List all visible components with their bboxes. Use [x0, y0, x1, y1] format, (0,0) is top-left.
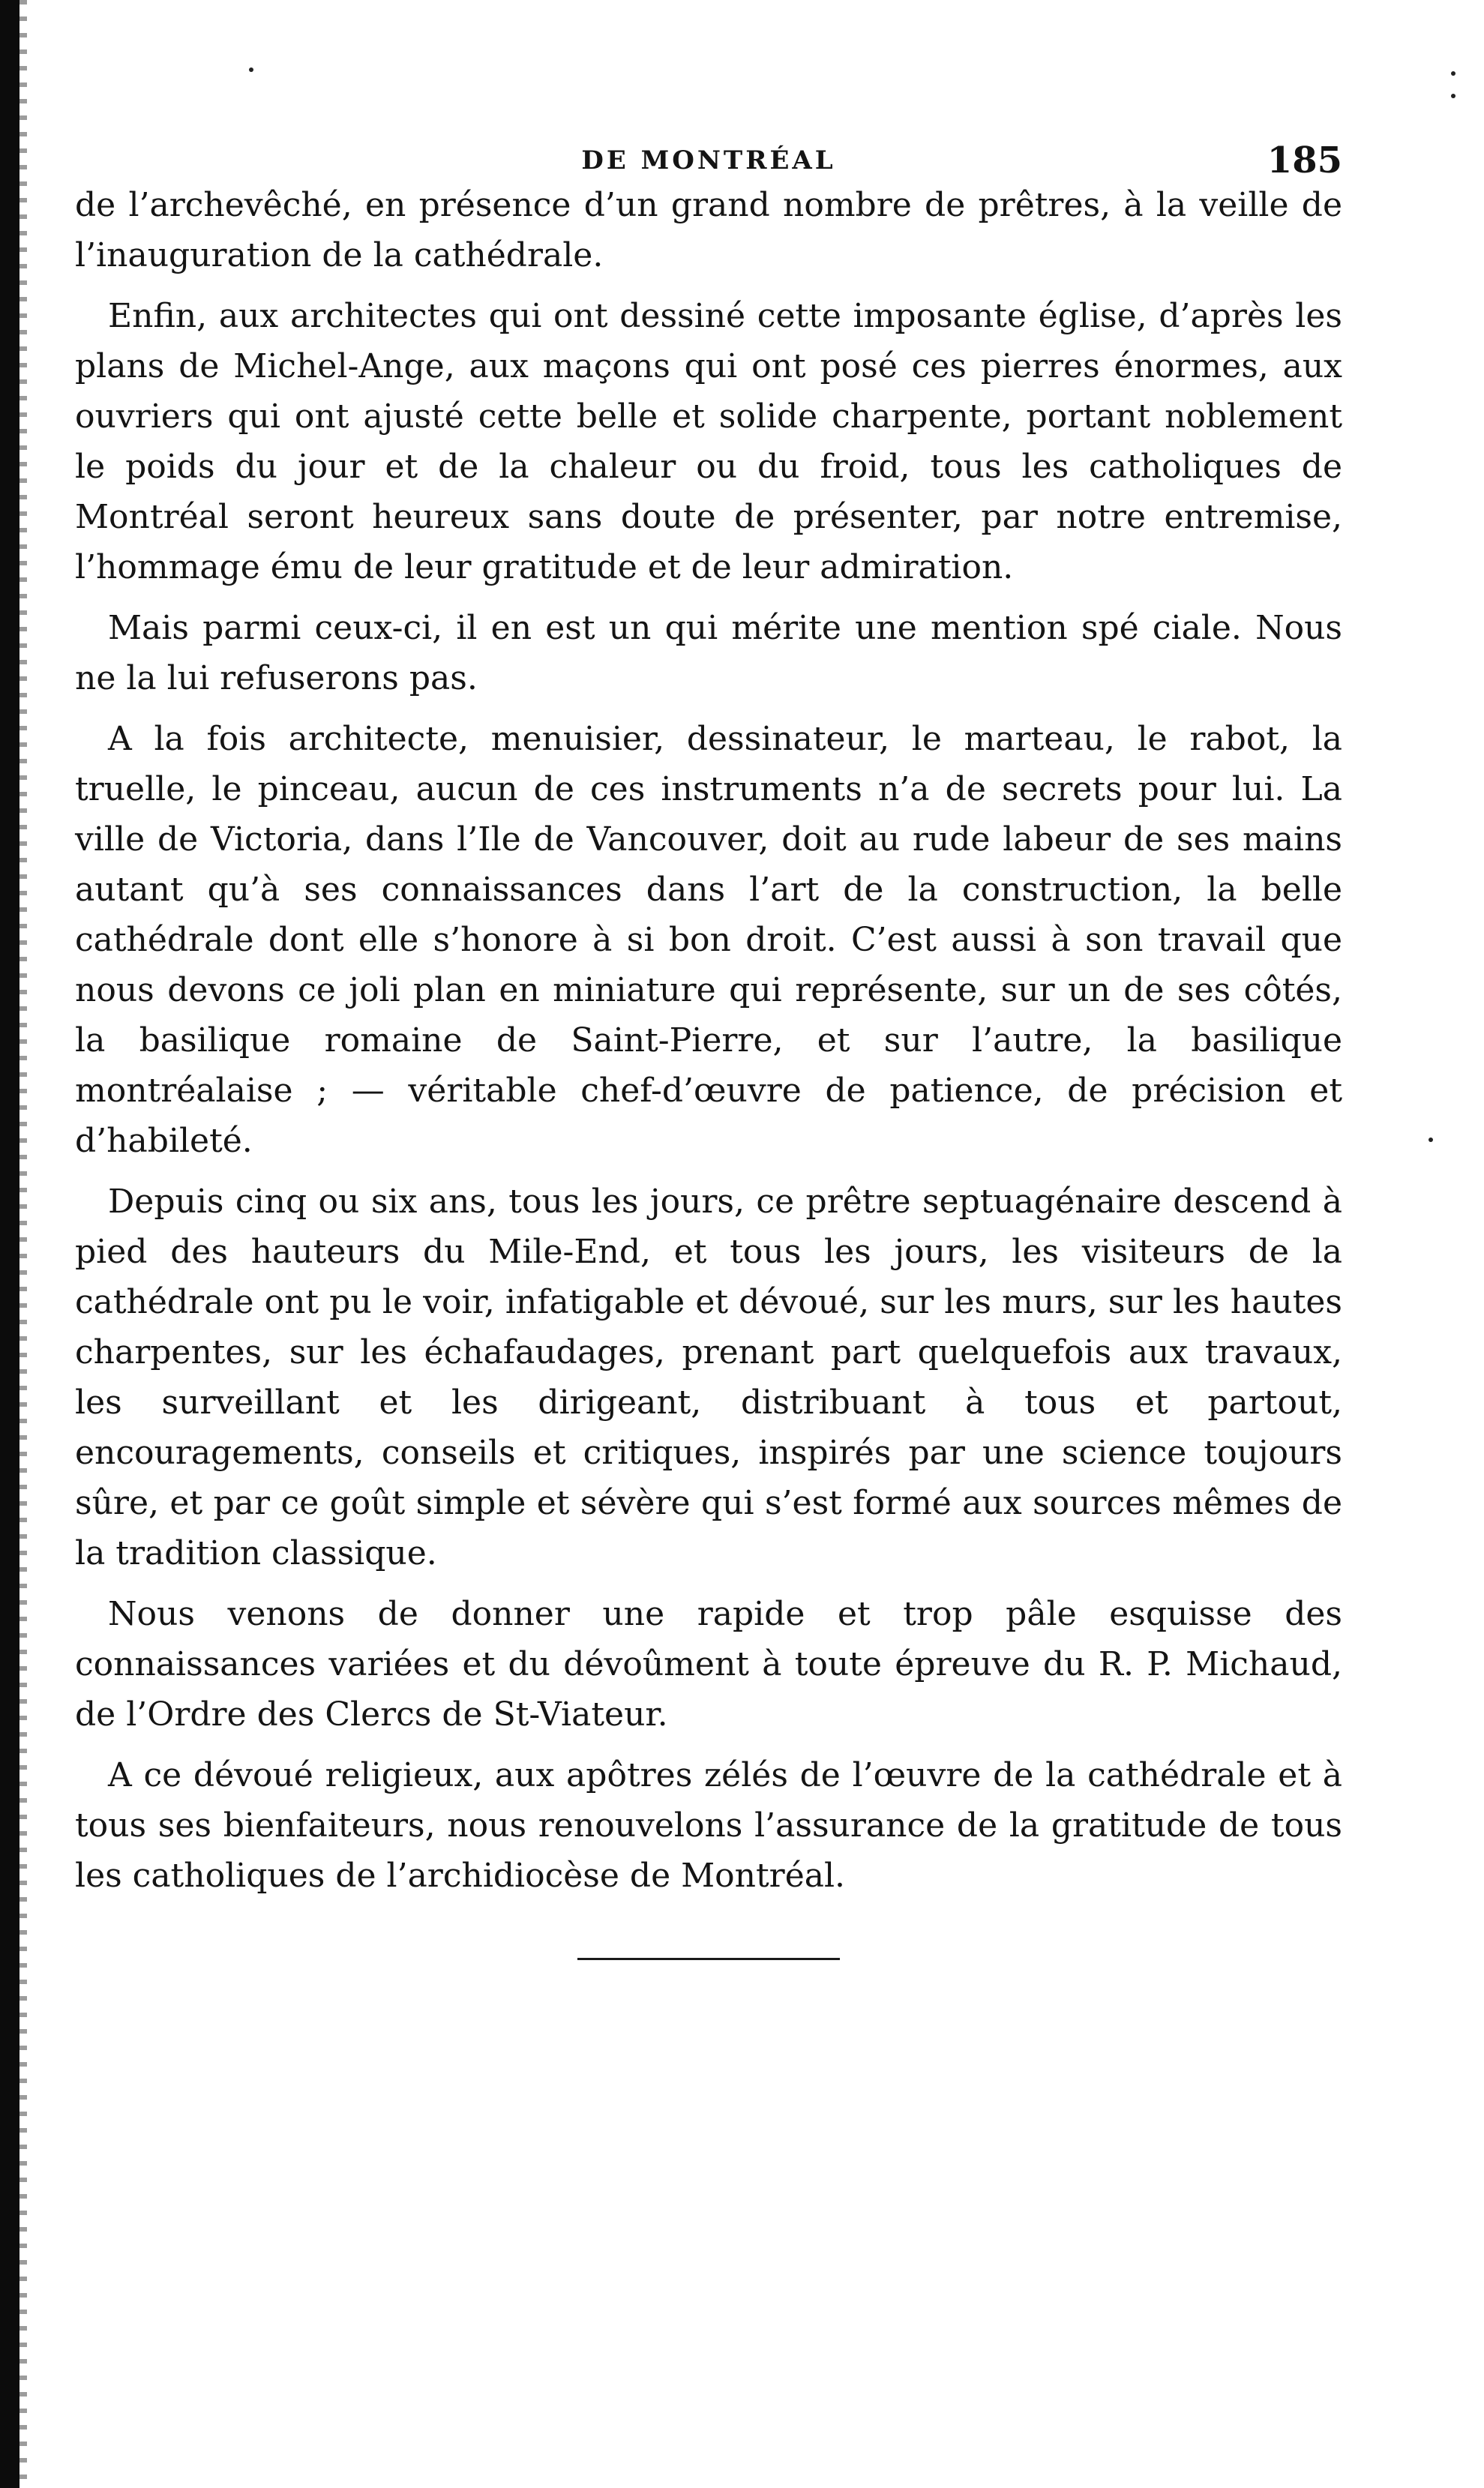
running-title: DE MONTRÉAL	[581, 145, 836, 175]
end-rule	[577, 1958, 840, 1960]
scan-speck	[1429, 1138, 1433, 1142]
binding-edge	[0, 0, 19, 2488]
page-number: 185	[1267, 139, 1342, 181]
paragraph-6: Nous venons de donner une rapide et trop pâle esquisse des connaissances variées et du dévoûment à toute épreuve du R. P. Michaud, de l’Ordre des Clercs de St-Viateur.	[75, 1595, 1342, 1734]
running-head	[75, 112, 1342, 180]
book-page	[75, 112, 1342, 1960]
scan-speck	[1451, 71, 1456, 76]
body-text	[75, 180, 1342, 1901]
paragraph-1: de l’archevêché, en présence d’un grand nombre de prêtres, à la veille de l’inauguration de la cathédrale.	[75, 186, 1342, 274]
paragraph-4: A la fois architecte, menuisier, dessinateur, le marteau, le rabot, la truelle, le pinceau, aucun de ces instruments n’a de secrets pour lui. La ville de Victoria, dans l’Ile de Vancouver, doit au rude labeur de ses mains autant qu’à ses connaissances dans l’art de la construction, la belle cathédrale dont elle s’honore à si bon droit. C’est aussi à son travail que nous devons ce joli plan en miniature qui représente, sur un de ses côtés, la basilique romaine de Saint-Pierre, et sur l’autre, la basilique montréalaise ; — véritable chef-d’œuvre de patience, de précision et d’habileté.	[75, 720, 1342, 1160]
paragraph-5: Depuis cinq ou six ans, tous les jours, ce prêtre septuagénaire descend à pied des hauteurs du Mile-End, et tous les jours, les visiteurs de la cathédrale ont pu le voir, infatigable et dévoué, sur les murs, sur les hautes charpentes, sur les échafaudages, prenant part quelquefois aux travaux, les surveillant et les dirigeant, distribuant à tous et partout, encouragements, conseils et critiques, inspirés par une science toujours sûre, et par ce goût simple et sévère qui s’est formé aux sources mêmes de la tradition classique.	[75, 1183, 1342, 1572]
paragraph-2: Enfin, aux architectes qui ont dessiné cette imposante église, d’après les plans de Michel-Ange, aux maçons qui ont posé ces pierres énormes, aux ouvriers qui ont ajusté cette belle et solide charpente, portant noblement le poids du jour et de la chaleur ou du froid, tous les catholiques de Montréal seront heureux sans doute de présenter, par notre entremise, l’hommage ému de leur gratitude et de leur admiration.	[75, 297, 1342, 586]
scan-speck	[249, 67, 253, 72]
scan-speck	[1451, 94, 1456, 98]
paragraph-3: Mais parmi ceux-ci, il en est un qui mérite une mention spé ciale. Nous ne la lui refuserons pas.	[75, 609, 1342, 697]
paragraph-7: A ce dévoué religieux, aux apôtres zélés de l’œuvre de la cathédrale et à tous ses bienfaiteurs, nous renouvelons l’assurance de la gratitude de tous les catholiques de l’archidiocèse de Montréal.	[75, 1756, 1342, 1895]
